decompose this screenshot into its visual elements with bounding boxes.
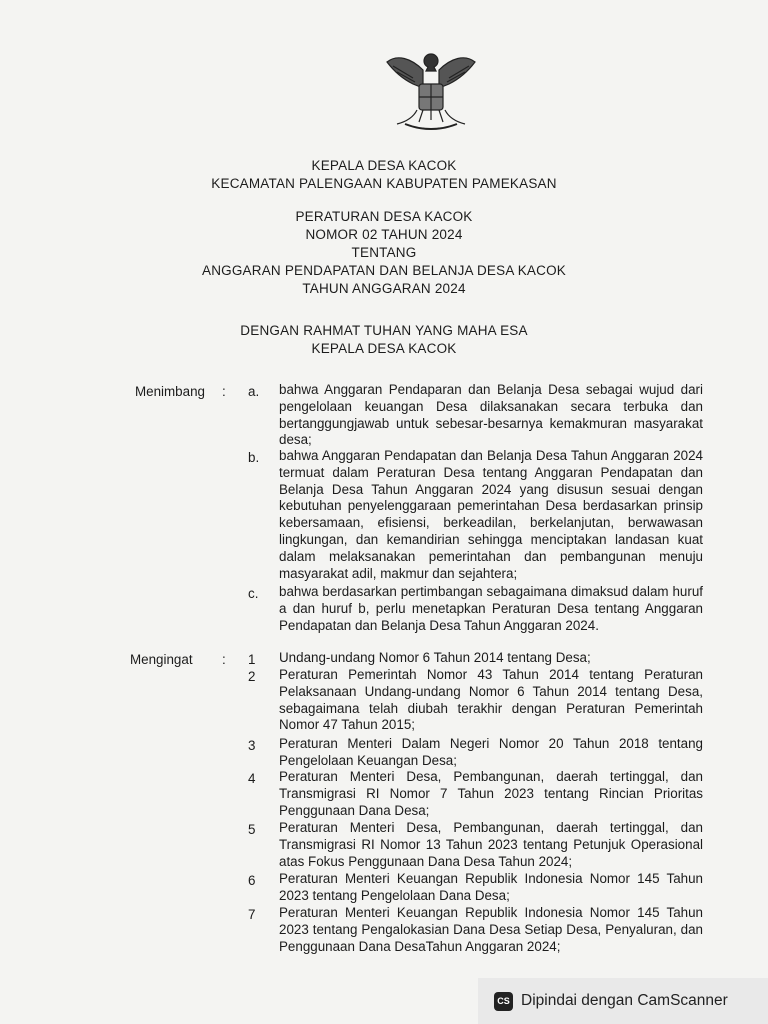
- section-colon: :: [222, 384, 226, 399]
- header-institution: [0, 157, 768, 193]
- list-item-text: Peraturan Pemerintah Nomor 43 Tahun 2014 tentang Peraturan Pelaksanaan Undang-undang Nomor 6 Tahun 2014 tentang Desa, sebagaimana telah diubah terakhir dengan Peraturan Pemerintah Nomor 47 Tahun 2015;: [279, 667, 703, 733]
- section-label: Menimbang: [135, 384, 205, 399]
- list-marker: a.: [248, 384, 260, 399]
- header-line: TAHUN ANGGARAN 2024: [302, 281, 466, 296]
- header-line: KEPALA DESA KACOK: [311, 341, 457, 356]
- list-marker: 4: [248, 771, 256, 786]
- list-item-text: Peraturan Menteri Desa, Pembangunan, daerah tertinggal, dan Transmigrasi RI Nomor 13 Tahun 2023 tentang Petunjuk Operasional atas Fokus Penggunaan Dana Desa Tahun 2024;: [279, 820, 703, 869]
- header-line: PERATURAN DESA KACOK: [295, 209, 473, 224]
- list-item-text: Peraturan Menteri Desa, Pembangunan, daerah tertinggal, dan Transmigrasi RI Nomor 7 Tahun 2023 tentang Rincian Prioritas Penggunaan Dana Desa;: [279, 769, 703, 818]
- list-marker: c.: [248, 586, 259, 601]
- list-marker: 7: [248, 907, 256, 922]
- list-item-text: bahwa berdasarkan pertimbangan sebagaimana dimaksud dalam huruf a dan huruf b, perlu menetapkan Peraturan Desa tentang Anggaran Pendapatan dan Belanja Desa Tahun Anggaran 2024.: [279, 584, 703, 633]
- garuda-emblem-icon: [383, 48, 479, 136]
- list-item-text: Peraturan Menteri Dalam Negeri Nomor 20 Tahun 2018 tentang Pengelolaan Keuangan Desa;: [279, 736, 703, 768]
- header-regulation: [0, 208, 768, 298]
- header-line: TENTANG: [351, 245, 417, 260]
- camscanner-watermark: [478, 978, 768, 1024]
- list-item-text: bahwa Anggaran Pendapatan dan Belanja Desa Tahun Anggaran 2024 termuat dalam Peraturan Desa tentang Anggaran Pendapatan dan Belanja Desa Tahun Anggaran 2024 yang disusun sesuai dengan kebutuhan penyelenggaraan pemerintahan Desa berdasarkan prinsip kebersamaan, efisiensi, berkeadilan, berkelanjutan, berwawasan lingkungan, dan kemandirian sehingga menciptakan landasan kuat dalam melaksanakan pemerintahan dan pembangunan menuju masyarakat adil, makmur dan sejahtera;: [279, 448, 703, 581]
- list-item-text: Peraturan Menteri Keuangan Republik Indonesia Nomor 145 Tahun 2023 tentang Pengelolaan Dana Desa;: [279, 871, 703, 903]
- header-line: ANGGARAN PENDAPATAN DAN BELANJA DESA KACOK: [202, 263, 566, 278]
- section-colon: :: [222, 652, 226, 667]
- watermark-label: Dipindai dengan CamScanner: [521, 992, 728, 1009]
- header-preamble: [0, 322, 768, 358]
- list-item-text: Undang-undang Nomor 6 Tahun 2014 tentang Desa;: [279, 650, 591, 665]
- header-line: KEPALA DESA KACOK: [311, 158, 457, 173]
- list-item-text: Peraturan Menteri Keuangan Republik Indonesia Nomor 145 Tahun 2023 tentang Pengalokasian Dana Desa Setiap Desa, Penyaluran, dan Penggunaan Dana DesaTahun Anggaran 2024;: [279, 905, 703, 954]
- list-marker: b.: [248, 450, 260, 465]
- header-line: DENGAN RAHMAT TUHAN YANG MAHA ESA: [240, 323, 528, 338]
- list-marker: 5: [248, 822, 256, 837]
- header-line: KECAMATAN PALENGAAN KABUPATEN PAMEKASAN: [211, 176, 557, 191]
- list-marker: 1: [248, 652, 256, 667]
- list-marker: 6: [248, 873, 256, 888]
- list-marker: 3: [248, 738, 256, 753]
- list-item-text: bahwa Anggaran Pendaparan dan Belanja Desa sebagai wujud dari pengelolaan keuangan Desa dilaksanakan secara terbuka dan bertanggungjawab untuk sebesar-besarnya kemakmuran masyarakat desa;: [279, 382, 703, 448]
- section-label: Mengingat: [130, 652, 193, 667]
- list-marker: 2: [248, 669, 256, 684]
- cs-logo-icon: CS: [494, 992, 513, 1011]
- header-line: NOMOR 02 TAHUN 2024: [305, 227, 463, 242]
